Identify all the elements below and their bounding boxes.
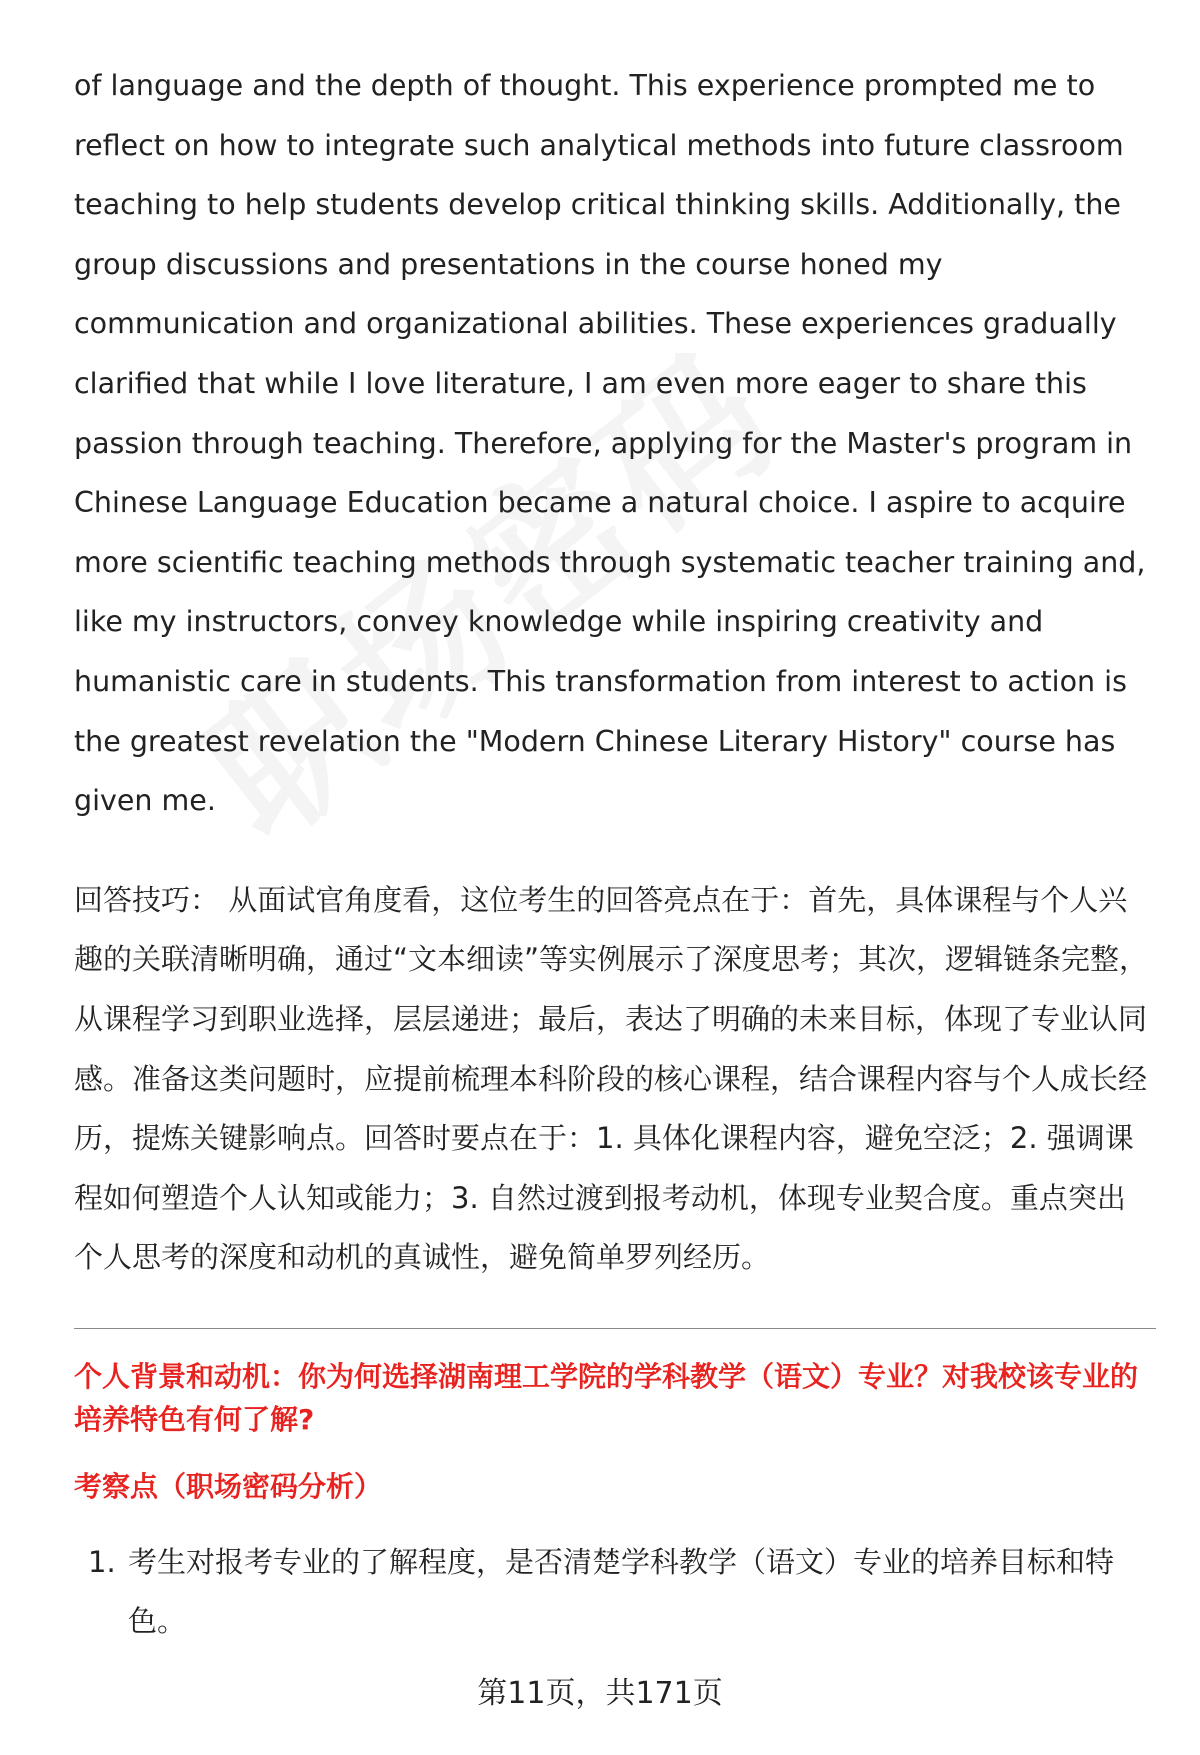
page-number: 第11页，共171页 bbox=[477, 1676, 723, 1711]
list-item-text: 考生对报考专业的了解程度，是否清楚学科教学（语文）专业的培养目标和特色。 bbox=[128, 1544, 1115, 1639]
english-answer-paragraph: of language and the depth of thought. This experience prompted me to reflect on how to integrate such analytical methods into future classroom teaching to help students develop critical thinking skills. Additionally, the group discussions and presentations in the course honed my communication and organizational abilities. These experiences gradually clarified that while I love literature, I am even more eager to share this passion through teaching. Therefore, applying for the Master's program in Chinese Language Education became a natural choice. I aspire to acquire more scientific teaching methods through systematic teacher training and, like my instructors, convey knowledge while inspiring creativity and humanistic care in students. This transformation from interest to action is the greatest revelation the "Modern Chinese Literary History" course has given me. bbox=[74, 69, 1146, 818]
page-content bbox=[74, 56, 1154, 1652]
assessment-points-list bbox=[74, 1533, 1154, 1652]
section-divider bbox=[74, 1328, 1156, 1329]
answer-tips-paragraph: 回答技巧： 从面试官角度看，这位考生的回答亮点在于：首先，具体课程与个人兴趣的关联清晰明确，通过“文本细读”等实例展示了深度思考；其次，逻辑链条完整，从课程学习到职业选择，层层递进；最后，表达了明确的未来目标，体现了专业认同感。准备这类问题时，应提前梳理本科阶段的核心课程，结合课程内容与个人成长经历，提炼关键影响点。回答时要点在于：1. 具体化课程内容，避免空泛；2. 强调课程如何塑造个人认知或能力；3. 自然过渡到报考动机，体现专业契合度。重点突出个人思考的深度和动机的真诚性，避免简单罗列经历。 bbox=[74, 882, 1149, 1275]
assessment-points-heading: 考察点（职场密码分析） bbox=[74, 1469, 383, 1503]
list-item-number: 1. bbox=[88, 1544, 116, 1579]
question-heading: 个人背景和动机：你为何选择湖南理工学院的学科教学（语文）专业？对我校该专业的培养特色有何了解? bbox=[74, 1359, 1139, 1436]
list-item bbox=[74, 1533, 1154, 1652]
